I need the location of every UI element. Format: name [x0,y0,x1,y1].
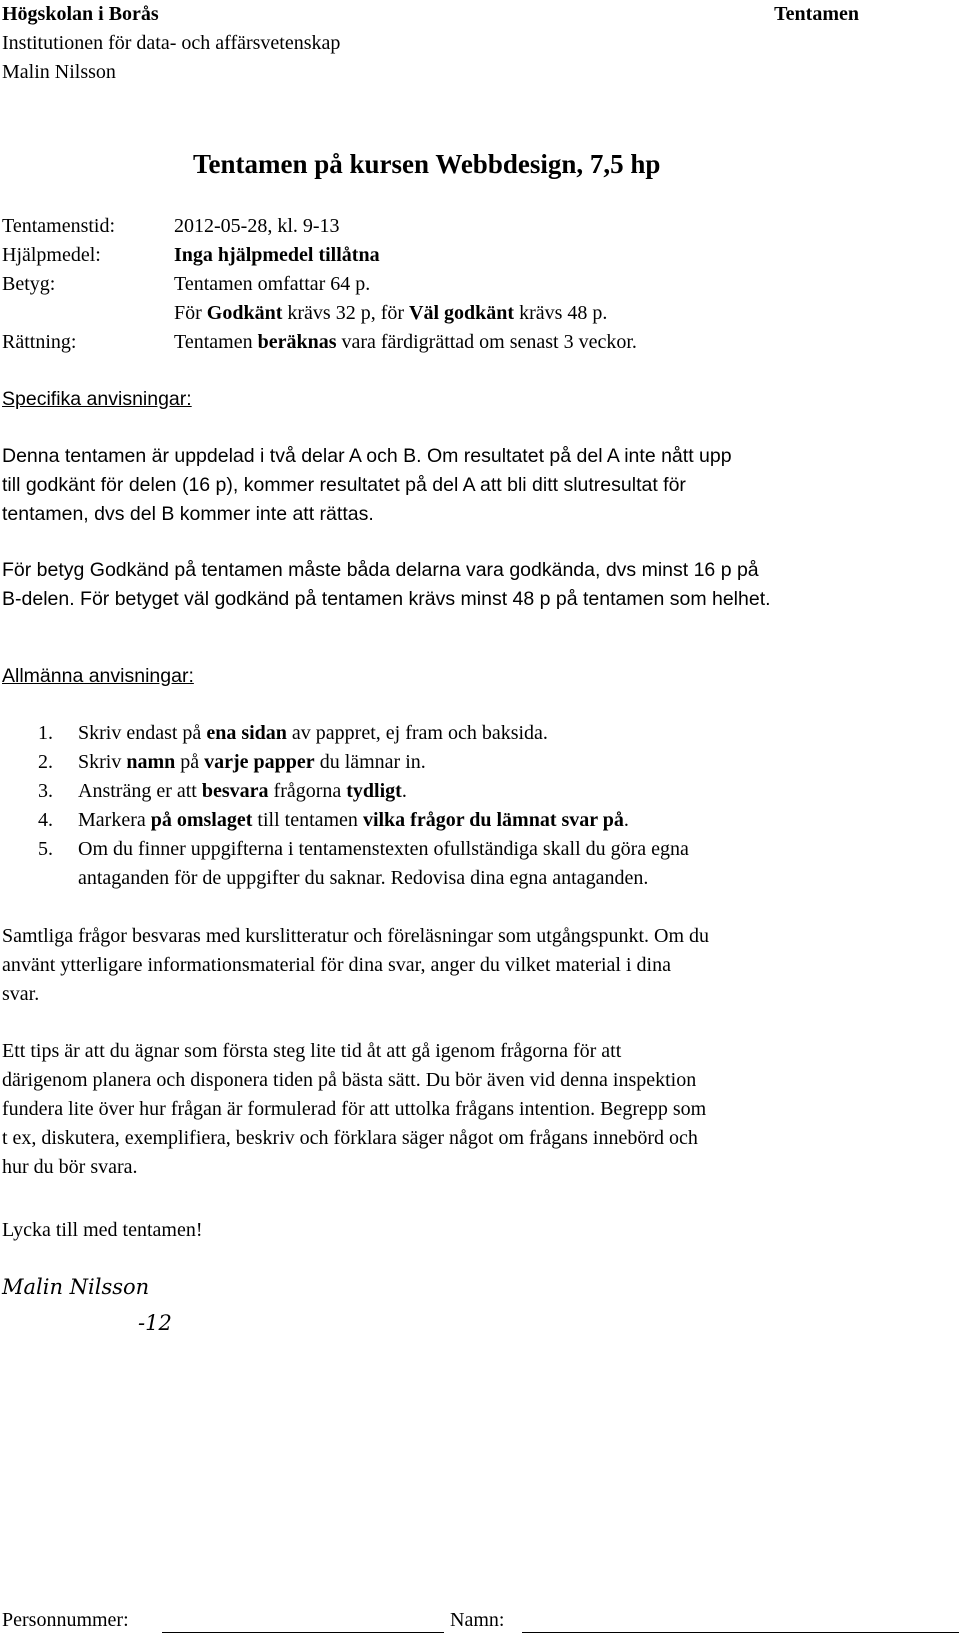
document-type: Tentamen [774,3,859,25]
text-line: t ex, diskutera, exemplifiera, beskriv och förklara säger något om frågans innebörd och [2,1127,698,1149]
text-line: B-delen. För betyget väl godkänd på tentamen krävs minst 48 p på tentamen som helhet. [2,588,771,610]
aids-label: Hjälpmedel: [2,244,101,266]
signature-suffix: -12 [138,1311,172,1335]
correction-label: Rättning: [2,331,77,353]
time-value: 2012-05-28, kl. 9-13 [174,215,340,237]
grade-label: Betyg: [2,273,56,295]
list-item: 4. Markera på omslaget till tentamen vilka frågor du lämnat svar på. [38,809,629,831]
time-label: Tentamenstid: [2,215,116,237]
department-name: Institutionen för data- och affärsvetenskap [2,32,341,54]
list-item: 3. Ansträng er att besvara frågorna tydligt. [38,780,407,802]
author-name: Malin Nilsson [2,61,116,83]
specific-instructions-paragraph-1 [2,442,922,529]
tips-paragraph [2,1037,922,1182]
text-line: Denna tentamen är uppdelad i två delar A och B. Om resultatet på del A inte nått upp [2,445,732,467]
general-instructions-list [2,719,922,893]
text-line: använt ytterligare informationsmaterial för dina svar, anger du vilket material i dina [2,954,671,976]
sources-paragraph [2,922,922,1009]
namn-field[interactable] [522,1632,959,1633]
school-name: Högskolan i Borås [2,3,159,25]
namn-label: Namn: [450,1609,505,1631]
list-item: 5. Om du finner uppgifterna i tentamenstexten ofullständiga skall du göra egna antaganden för de uppgifter du saknar. Redovisa dina egna antaganden. [38,838,689,889]
text-line: fundera lite över hur frågan är formulerad för att uttolka frågans intention. Begrepp som [2,1098,707,1120]
general-instructions-heading: Allmänna anvisningar: [2,665,194,687]
text-line: tentamen, dvs del B kommer inte att rättas. [2,503,374,525]
personnummer-field[interactable] [162,1632,444,1633]
specific-instructions-heading: Specifika anvisningar: [2,388,192,410]
text-line: För betyg Godkänd på tentamen måste båda delarna vara godkända, dvs minst 16 p på [2,559,759,581]
grade-thresholds: För Godkänt krävs 32 p, för Väl godkänt krävs 48 p. [174,302,608,324]
closing-text: Lycka till med tentamen! [2,1219,203,1241]
text-line: svar. [2,983,40,1005]
text-line: därigenom planera och disponera tiden på bästa sätt. Du bör även vid denna inspektion [2,1069,697,1091]
list-item: 1. Skriv endast på ena sidan av pappret, ej fram och baksida. [38,722,548,744]
grade-total: Tentamen omfattar 64 p. [174,273,371,295]
list-item: 2. Skriv namn på varje papper du lämnar in. [38,751,426,773]
text-line: till godkänt för delen (16 p), kommer resultatet på del A att bli ditt slutresultat för [2,474,686,496]
specific-instructions-paragraph-2 [2,556,922,614]
text-line: Samtliga frågor besvaras med kurslitteratur och föreläsningar som utgångspunkt. Om du [2,925,710,947]
text-line: Ett tips är att du ägnar som första steg lite tid åt att gå igenom frågorna för att [2,1040,622,1062]
personnummer-label: Personnummer: [2,1609,129,1631]
aids-value: Inga hjälpmedel tillåtna [174,244,380,266]
signature: Malin Nilsson [2,1275,150,1299]
text-line: hur du bör svara. [2,1156,138,1178]
page-title: Tentamen på kursen Webbdesign, 7,5 hp [193,149,661,179]
correction-value: Tentamen beräknas vara färdigrättad om senast 3 veckor. [174,331,637,353]
